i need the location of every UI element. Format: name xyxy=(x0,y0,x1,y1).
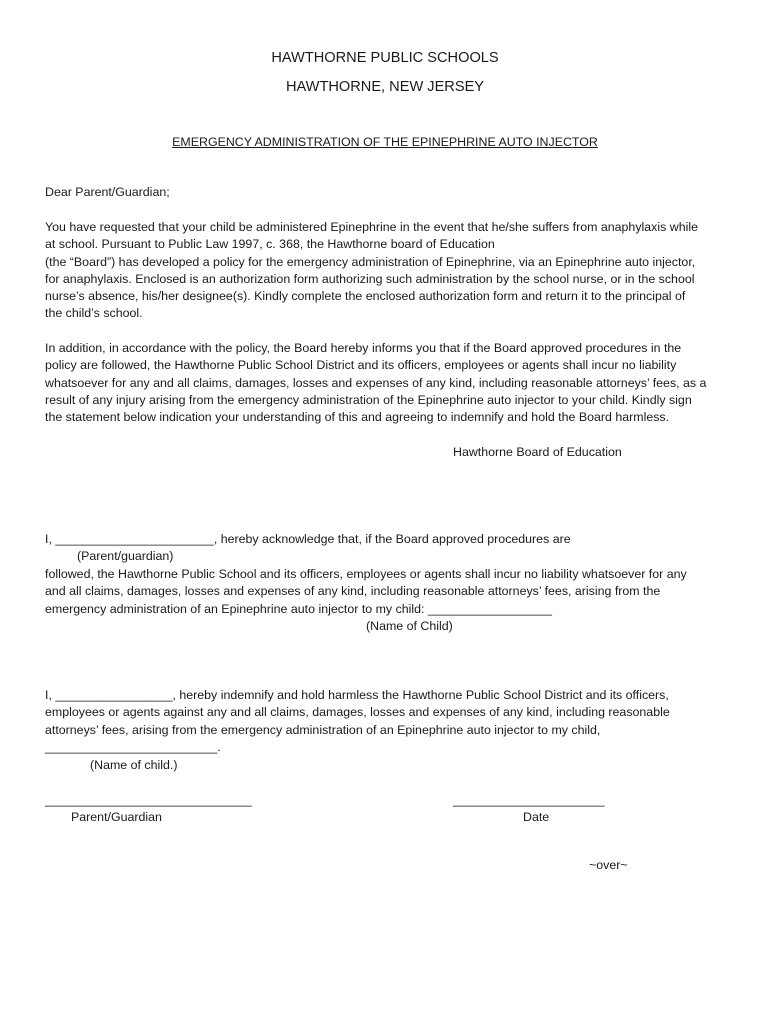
date-label: Date xyxy=(523,810,550,824)
paragraph-line: (the “Board”) has developed a policy for the emergency administration of Epinephrine, via an Epinephrine auto injector, xyxy=(45,254,696,269)
paragraph-line: whatsoever for any and all claims, damages, losses and expenses of any kind, including reasonable attorneys’ fees, as a xyxy=(45,375,707,390)
indemnify-child-field[interactable]: _________________________. xyxy=(45,739,221,754)
indemnify-statement xyxy=(45,687,725,756)
child-name-field[interactable]: emergency administration of an Epinephrine auto injector to my child: __________________ xyxy=(45,601,552,616)
salutation: Dear Parent/Guardian; xyxy=(45,185,170,199)
paragraph-line: In addition, in accordance with the policy, the Board hereby informs you that if the Board approved procedures in the xyxy=(45,341,682,355)
school-name: HAWTHORNE PUBLIC SCHOOLS xyxy=(271,50,499,66)
acknowledgement-body xyxy=(45,566,725,618)
paragraph-line: attorneys’ fees, arising from the emergency administration of an Epinephrine auto injector to my child, xyxy=(45,722,601,737)
parent-signature-line[interactable]: ______________________________ xyxy=(45,793,252,807)
indemnify-name-field[interactable]: I, _________________, hereby indemnify and hold harmless the Hawthorne Public School District and its officers, xyxy=(45,688,669,702)
over-note: ~over~ xyxy=(589,858,628,872)
paragraph-line: policy are followed, the Hawthorne Public School District and its officers, employees or agents shall incur no liability xyxy=(45,358,677,373)
paragraph-line: You have requested that your child be administered Epinephrine in the event that he/she suffers from anaphylaxis while xyxy=(45,220,698,234)
paragraph-line: and all claims, damages, losses and expenses of any kind, including reasonable attorneys’ fees, arising from the xyxy=(45,584,661,599)
document-subject: EMERGENCY ADMINISTRATION OF THE EPINEPHRINE AUTO INJECTOR xyxy=(172,135,598,149)
paragraph-line: nurse’s absence, his/her designee(s). Kindly complete the enclosed authorization form and return it to the principal of xyxy=(45,289,686,304)
board-signoff: Hawthorne Board of Education xyxy=(453,445,622,459)
indemnify-child-label: (Name of child.) xyxy=(90,758,178,772)
paragraph-line: for anaphylaxis. Enclosed is an authorization form authorizing such administration by the school nurse, or in the school xyxy=(45,271,695,286)
date-line[interactable]: ______________________ xyxy=(453,793,605,807)
paragraph-line: at school. Pursuant to Public Law 1997, c. 368, the Hawthorne board of Education xyxy=(45,237,495,252)
child-name-label: (Name of Child) xyxy=(366,619,453,633)
acknowledgement-line[interactable]: I, _______________________, hereby acknowledge that, if the Board approved procedures are xyxy=(45,532,571,546)
paragraph-line: employees or agents against any and all claims, damages, losses and expenses of any kind, including reasonable xyxy=(45,705,670,720)
paragraph-request xyxy=(45,219,725,323)
paragraph-line: result of any injury arising from the emergency administration of the Epinephrine auto injector to your child. Kindly sign xyxy=(45,392,692,407)
paragraph-line: the child’s school. xyxy=(45,306,143,321)
parent-signature-label: Parent/Guardian xyxy=(71,810,162,824)
school-location: HAWTHORNE, NEW JERSEY xyxy=(285,79,485,95)
parent-guardian-label: (Parent/guardian) xyxy=(77,549,174,563)
paragraph-line: the statement below indication your understanding of this and agreeing to indemnify and hold the Board harmless. xyxy=(45,410,670,425)
paragraph-liability xyxy=(45,340,725,426)
paragraph-line: followed, the Hawthorne Public School and its officers, employees or agents shall incur no liability whatsoever for any xyxy=(45,567,687,581)
